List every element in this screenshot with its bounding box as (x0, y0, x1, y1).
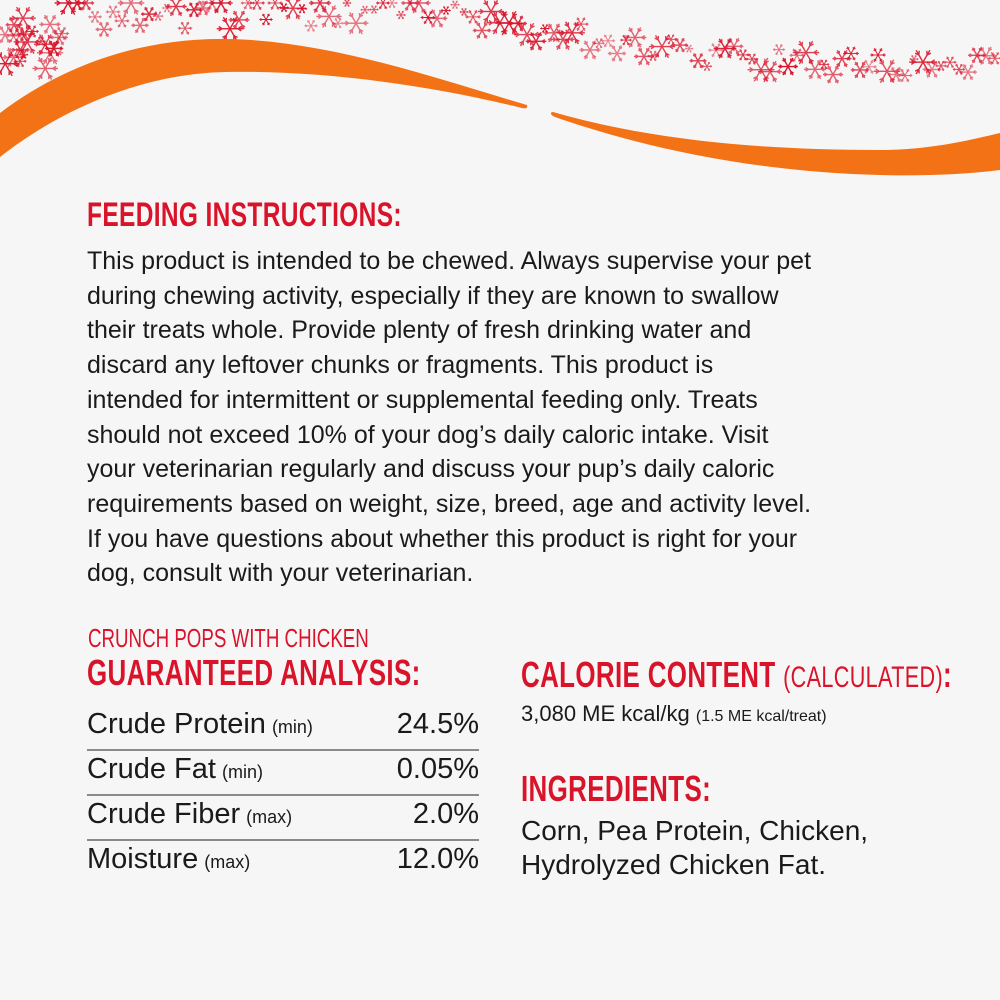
feeding-text-line: should not exceed 10% of your dog’s daily caloric intake. Visit (87, 420, 769, 449)
nutrient-value: 2.0% (412, 798, 479, 830)
analysis-row (87, 751, 479, 796)
snowflake-icon (473, 22, 492, 38)
feeding-text-line: requirements based on weight, size, breed, age and activity level. (87, 489, 812, 518)
snowflake-icon (450, 1, 459, 9)
snowflake-icon (396, 11, 406, 19)
snowflake-icon (601, 35, 615, 47)
snowflake-icon (441, 6, 451, 14)
analysis-row (87, 706, 479, 751)
feeding-instructions-heading: FEEDING INSTRUCTIONS: (87, 196, 402, 234)
ingredients-heading: INGREDIENTS: (521, 768, 712, 809)
nutrient-qualifier: (min) (271, 717, 313, 737)
snowflake-icon (665, 34, 676, 44)
nutrient-name: Crude Fat (87, 753, 216, 785)
analysis-row (87, 796, 479, 841)
snowflake-icon (608, 46, 626, 62)
feeding-text-line: their treats whole. Provide plenty of fresh drinking water and (87, 316, 752, 345)
calorie-per-kg: 3,080 ME kcal/kg (521, 701, 690, 726)
nutrient-qualifier: (max) (246, 807, 293, 827)
guaranteed-analysis-table (87, 706, 479, 886)
ingredients-line: Hydrolyzed Chicken Fat. (521, 849, 827, 880)
snowflake-icon (953, 64, 965, 75)
snowflake-icon (209, 0, 232, 13)
nutrient-value: 24.5% (396, 708, 479, 740)
snowflake-icon (573, 17, 588, 30)
feeding-text-line: intended for intermittent or supplemental feeding only. Treats (87, 385, 758, 414)
orange-swoosh-left (0, 39, 527, 157)
snowflake-icon (758, 61, 782, 82)
holiday-swoosh-banner (0, 0, 1000, 200)
nutrient-value: 0.05% (396, 753, 479, 785)
calorie-content-qualifier: (CALCULATED) (783, 661, 944, 694)
nutrient-qualifier: (min) (221, 762, 263, 782)
nutrient-qualifier: (max) (204, 852, 251, 872)
calorie-per-treat: (1.5 ME kcal/treat) (695, 708, 827, 725)
product-name: CRUNCH POPS WITH CHICKEN (88, 623, 369, 653)
ingredients-line: Corn, Pea Protein, Chicken, (521, 815, 869, 846)
snowflake-icon (118, 0, 145, 14)
nutrient-name: Crude Protein (87, 708, 266, 740)
feeding-text-line: This product is intended to be chewed. Always supervise your pet (87, 247, 812, 275)
snowflake-icon (634, 48, 654, 65)
snowflake-icon (54, 27, 69, 40)
snowflake-icon (773, 44, 785, 55)
snowflake-icon (259, 14, 272, 26)
snowflake-icon (959, 64, 977, 79)
snowflake-icon (309, 0, 331, 13)
nutrient-name: Crude Fiber (87, 798, 241, 830)
guaranteed-analysis-heading: GUARANTEED ANALYSIS: (87, 652, 421, 693)
snowflake-icon (344, 12, 369, 34)
feeding-instructions-text (87, 244, 811, 591)
feeding-text-line: your veterinarian regularly and discuss your pup’s daily caloric (87, 455, 775, 484)
feeding-text-line: discard any leftover chunks or fragments. This product is (87, 351, 714, 380)
snowflake-icon (870, 48, 886, 61)
snowflake-icon (672, 38, 688, 52)
snowflake-icon (88, 11, 102, 23)
calorie-content-value (521, 701, 827, 727)
feeding-text-line: during chewing activity, especially if they are known to swallow (87, 281, 779, 310)
orange-swoosh-right (551, 112, 1000, 175)
analysis-row (87, 841, 479, 886)
snowflake-icon (407, 0, 430, 13)
snowflake-icon (304, 20, 317, 32)
snowflake-icon (478, 0, 504, 22)
snowflake-icon (343, 0, 351, 7)
snowflake-icon (874, 60, 900, 83)
snowflake-icon (369, 6, 378, 14)
snowflake-icon (793, 41, 819, 64)
nutrient-value: 12.0% (396, 843, 479, 875)
snowflake-icon (39, 15, 60, 34)
snowflake-icon (332, 18, 343, 28)
snowflake-icon (165, 0, 187, 16)
snowflake-icon (186, 3, 203, 18)
snowflake-icon (851, 62, 870, 78)
feeding-text-line: If you have questions about whether this product is right for your (87, 524, 798, 553)
snowflake-icon (297, 4, 308, 13)
snowflake-icon (178, 22, 192, 35)
ingredients-text (521, 814, 868, 882)
snowflake-icon (624, 28, 647, 48)
feeding-text-line: dog, consult with your veterinarian. (87, 559, 474, 588)
snowflake-icon (96, 22, 113, 37)
snowflake-icon (376, 0, 390, 9)
snowflake-icon (153, 11, 164, 20)
snowflake-icon (386, 0, 397, 8)
snowflake-icon (702, 62, 712, 71)
calorie-content-heading (521, 654, 952, 696)
calorie-content-title: CALORIE CONTENT (521, 654, 776, 695)
snowflake-icon (460, 8, 469, 15)
calorie-content-colon: : (943, 654, 953, 695)
nutrient-name: Moisture (87, 843, 199, 875)
